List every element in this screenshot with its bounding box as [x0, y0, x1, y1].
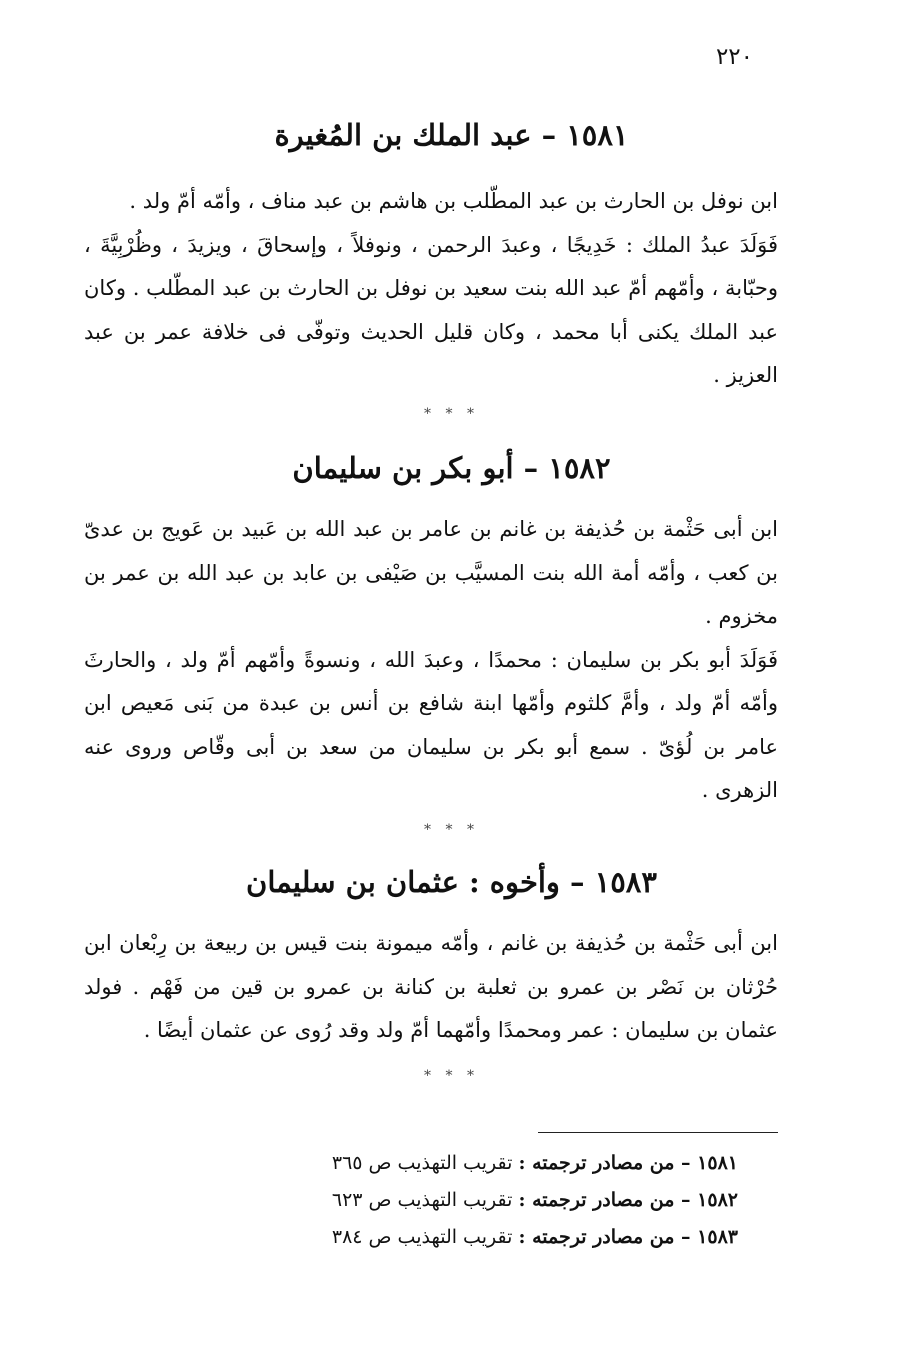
entry-paragraph: ابن أبى حَثْمة بن حُذيفة بن غانم بن عامر بن عبد الله بن عَبيد بن عَويج بن عدىّ بن كعب ، وأمّه أمة الله بنت المسيَّب بن صَيْفى بن عابد بن عبد الله بن عمر بن مخزوم . [84, 517, 778, 628]
footnote-source: تقريب التهذيب ص ٣٨٤ [331, 1226, 513, 1248]
footnote-source: تقريب التهذيب ص ٦٢٣ [331, 1189, 513, 1211]
entry-title-1581: ١٥٨١ – عبد الملك بن المُغيرة [274, 118, 629, 152]
footnote-divider [538, 1132, 778, 1133]
section-separator: * * * [424, 1068, 479, 1084]
entry-body-1582 [84, 508, 778, 813]
entry-body-1583 [84, 922, 778, 1053]
entry-title-1583: ١٥٨٣ – وأخوه : عثمان بن سليمان [246, 865, 657, 899]
entry-title-1582: ١٥٨٢ – أبو بكر بن سليمان [292, 451, 611, 485]
section-separator: * * * [424, 406, 479, 422]
footnote-heading: ١٥٨١ – من مصادر ترجمته : [518, 1152, 738, 1174]
page-number: ٢٢٠ [715, 44, 753, 70]
footnote-heading: ١٥٨٢ – من مصادر ترجمته : [518, 1189, 738, 1211]
footnote-1582 [278, 1182, 738, 1219]
entry-paragraph: فَوَلَدَ عبدُ الملك : خَدِيجًا ، وعبدَ الرحمن ، ونوفلاً ، وإسحاقَ ، ويزيدَ ، وظُرْبِيَّةَ ، وحبّابة ، وأمّهم أمّ عبد الله بنت سعيد بن نوفل بن الحارث بن عبد المطّلب . وكان عبد الملك يكنى أبا محمد ، وكان قليل الحديث وتوفّى فى خلافة عمر بن عبد العزيز . [84, 232, 778, 387]
footnote-1583 [278, 1219, 738, 1256]
section-separator: * * * [424, 822, 479, 838]
footnote-source: تقريب التهذيب ص ٣٦٥ [331, 1152, 513, 1174]
entry-body-1581 [84, 180, 778, 398]
entry-paragraph: ابن أبى حَثْمة بن حُذيفة بن غانم ، وأمّه ميمونة بنت قيس بن ربيعة بن رِبْعان ابن حُرْثان بن نَصْر بن عمرو بن ثعلبة بن كنانة بن عمرو بن قين من فَهْم . فولد عثمان بن سليمان : عمر ومحمدًا وأمّهما أمّ ولد وقد رُوى عن عثمان أيضًا . [84, 931, 778, 1042]
footnote-heading: ١٥٨٣ – من مصادر ترجمته : [518, 1226, 738, 1248]
footnote-1581 [278, 1145, 738, 1182]
footnotes [278, 1145, 738, 1256]
entry-paragraph: ابن نوفل بن الحارث بن عبد المطّلب بن هاشم بن عبد مناف ، وأمّه أمّ ولد . [129, 189, 778, 213]
entry-paragraph: فَوَلَدَ أبو بكر بن سليمان : محمدًا ، وعبدَ الله ، ونسوةً وأمّهم أمّ ولد ، والحارثَ وأمّه أمّ ولد ، وأمَّ كلثوم وأمّها ابنة شافع بن أنس بن عبدة من بَنى مَعيص ابن عامر بن لُؤىّ . سمع أبو بكر بن سليمان من سعد بن أبى وقّاص وروى عنه الزهرى . [84, 647, 778, 802]
